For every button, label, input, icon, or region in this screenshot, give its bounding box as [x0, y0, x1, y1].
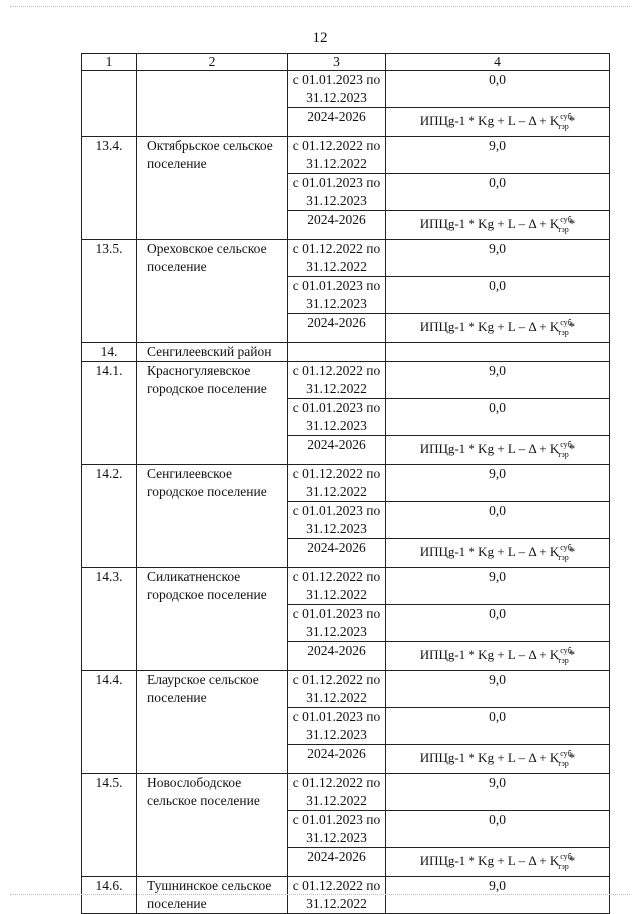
- formula-tail: *: [568, 319, 576, 334]
- header-col-2: 2: [137, 54, 288, 71]
- period-cell: с 01.01.2023 по 31.12.2023: [288, 811, 386, 848]
- formula-superscript: суб: [560, 646, 572, 655]
- formula-subscript: тэр: [557, 862, 569, 871]
- period-cell: с 01.12.2022 по 31.12.2022: [288, 568, 386, 605]
- header-col-1: 1: [82, 54, 137, 71]
- formula-subscript: тэр: [557, 122, 569, 131]
- period-cell: с 01.01.2023 по 31.12.2023: [288, 174, 386, 211]
- scan-artifact-bottom: [10, 894, 630, 897]
- period-cell: 2024-2026: [288, 108, 386, 137]
- formula-tail: *: [568, 853, 576, 868]
- period-cell: с 01.12.2022 по 31.12.2022: [288, 137, 386, 174]
- value-cell: 9,0: [386, 137, 610, 174]
- value-cell: 9,0: [386, 877, 610, 914]
- period-cell: с 01.01.2023 по 31.12.2023: [288, 277, 386, 314]
- formula-cell: [386, 642, 610, 671]
- value-cell: 0,0: [386, 174, 610, 211]
- formula-tail: *: [568, 441, 576, 456]
- formula-main: ИПЦg-1 * Kg + L – Δ + K: [419, 544, 560, 559]
- period-cell: с 01.12.2022 по 31.12.2022: [288, 877, 386, 914]
- row-number: 14.3.: [82, 568, 137, 671]
- table-header-row: [82, 54, 610, 71]
- period-cell: с 01.12.2022 по 31.12.2022: [288, 240, 386, 277]
- formula-tail: *: [568, 216, 576, 231]
- formula-superscript: суб: [560, 852, 572, 861]
- period-cell: с 01.12.2022 по 31.12.2022: [288, 465, 386, 502]
- period-cell: с 01.01.2023 по 31.12.2023: [288, 605, 386, 642]
- formula-main: ИПЦg-1 * Kg + L – Δ + K: [419, 853, 560, 868]
- row-number: 13.5.: [82, 240, 137, 343]
- table-row: [82, 137, 610, 174]
- formula-tail: *: [568, 647, 576, 662]
- formula-tail: *: [568, 113, 576, 128]
- formula-main: ИПЦg-1 * Kg + L – Δ + K: [419, 647, 560, 662]
- row-number: 14.4.: [82, 671, 137, 774]
- formula-tail: *: [568, 750, 576, 765]
- formula-subscript: тэр: [557, 553, 569, 562]
- period-cell: с 01.12.2022 по 31.12.2022: [288, 774, 386, 811]
- table-row: [82, 671, 610, 708]
- tariff-table: [81, 53, 610, 914]
- value-cell: 0,0: [386, 502, 610, 539]
- period-cell: 2024-2026: [288, 848, 386, 877]
- value-cell: 9,0: [386, 465, 610, 502]
- formula-main: ИПЦg-1 * Kg + L – Δ + K: [419, 113, 560, 128]
- formula-main: ИПЦg-1 * Kg + L – Δ + K: [419, 216, 560, 231]
- period-cell: 2024-2026: [288, 539, 386, 568]
- formula-subscript: тэр: [557, 328, 569, 337]
- header-col-3: 3: [288, 54, 386, 71]
- settlement-name: Елаурское сельское поселение: [137, 671, 288, 774]
- formula-cell: [386, 745, 610, 774]
- row-number: 14.2.: [82, 465, 137, 568]
- formula-cell: [386, 848, 610, 877]
- settlement-name: Сенгилеевский район: [137, 343, 288, 362]
- value-cell: 9,0: [386, 240, 610, 277]
- period-cell: 2024-2026: [288, 642, 386, 671]
- settlement-name: Октябрьское сельское поселение: [137, 137, 288, 240]
- table-row: [82, 71, 610, 108]
- formula-subscript: тэр: [557, 225, 569, 234]
- formula-superscript: суб: [560, 749, 572, 758]
- period-cell: с 01.01.2023 по 31.12.2023: [288, 399, 386, 436]
- settlement-name: [137, 71, 288, 137]
- period-cell: с 01.01.2023 по 31.12.2023: [288, 502, 386, 539]
- formula-main: ИПЦg-1 * Kg + L – Δ + K: [419, 441, 560, 456]
- formula-main: ИПЦg-1 * Kg + L – Δ + K: [419, 319, 560, 334]
- value-cell: 9,0: [386, 362, 610, 399]
- header-col-4: 4: [386, 54, 610, 71]
- settlement-name: Тушнинское сельское поселение: [137, 877, 288, 914]
- settlement-name: Силикатненское городское поселение: [137, 568, 288, 671]
- formula-cell: [386, 539, 610, 568]
- period-cell: 2024-2026: [288, 436, 386, 465]
- value-cell: 9,0: [386, 671, 610, 708]
- row-number: 14.6.: [82, 877, 137, 914]
- settlement-name: Красногуляевское городское поселение: [137, 362, 288, 465]
- period-cell: с 01.01.2023 по 31.12.2023: [288, 708, 386, 745]
- formula-cell: [386, 314, 610, 343]
- table-row: [82, 362, 610, 399]
- formula-superscript: суб: [560, 112, 572, 121]
- value-cell: 9,0: [386, 568, 610, 605]
- period-cell: с 01.01.2023 по 31.12.2023: [288, 71, 386, 108]
- formula-subscript: тэр: [557, 656, 569, 665]
- settlement-name: Новослободское сельское поселение: [137, 774, 288, 877]
- formula-superscript: суб: [560, 318, 572, 327]
- value-cell: 9,0: [386, 774, 610, 811]
- formula-tail: *: [568, 544, 576, 559]
- value-cell: 0,0: [386, 71, 610, 108]
- period-cell: 2024-2026: [288, 745, 386, 774]
- value-cell: 0,0: [386, 399, 610, 436]
- formula-cell: [386, 211, 610, 240]
- value-cell: 0,0: [386, 605, 610, 642]
- period-cell: [288, 343, 386, 362]
- settlement-name: Сенгилеевское городское поселение: [137, 465, 288, 568]
- formula-superscript: суб: [560, 440, 572, 449]
- period-cell: 2024-2026: [288, 314, 386, 343]
- formula-subscript: тэр: [557, 759, 569, 768]
- formula-superscript: суб: [560, 215, 572, 224]
- scan-artifact-top: [10, 6, 630, 9]
- period-cell: с 01.12.2022 по 31.12.2022: [288, 362, 386, 399]
- value-cell: 0,0: [386, 277, 610, 314]
- settlement-name: Ореховское сельское поселение: [137, 240, 288, 343]
- formula-cell: [386, 108, 610, 137]
- row-number: 14.1.: [82, 362, 137, 465]
- period-cell: с 01.12.2022 по 31.12.2022: [288, 671, 386, 708]
- formula-subscript: тэр: [557, 450, 569, 459]
- period-cell: 2024-2026: [288, 211, 386, 240]
- value-cell: 0,0: [386, 708, 610, 745]
- value-cell: [386, 343, 610, 362]
- row-number: 14.: [82, 343, 137, 362]
- table-row: [82, 240, 610, 277]
- row-number: [82, 71, 137, 137]
- table-row: [82, 343, 610, 362]
- row-number: 14.5.: [82, 774, 137, 877]
- formula-main: ИПЦg-1 * Kg + L – Δ + K: [419, 750, 560, 765]
- table-row: [82, 568, 610, 605]
- row-number: 13.4.: [82, 137, 137, 240]
- value-cell: 0,0: [386, 811, 610, 848]
- formula-cell: [386, 436, 610, 465]
- formula-superscript: суб: [560, 543, 572, 552]
- page-number: 12: [312, 30, 328, 46]
- table-row: [82, 774, 610, 811]
- table-row: [82, 465, 610, 502]
